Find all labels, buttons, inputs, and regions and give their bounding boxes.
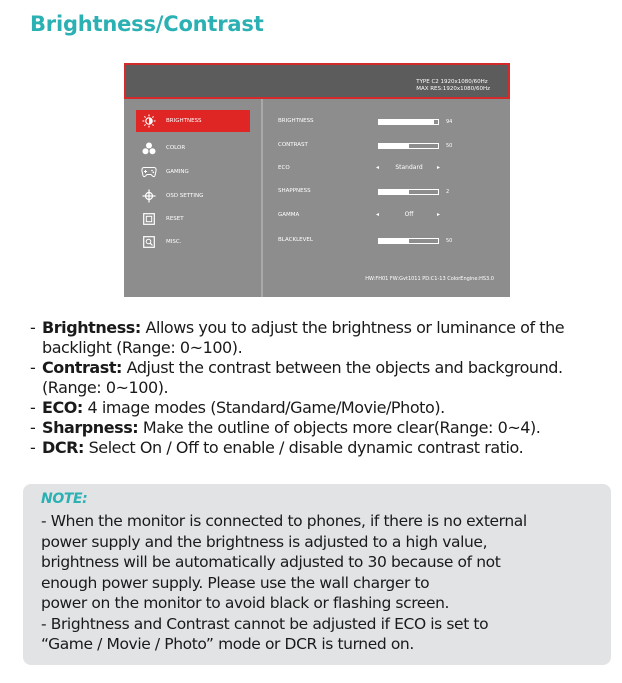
osd-info-type: TYPE C2 1920x1080/60Hz xyxy=(416,79,488,85)
menu-item-brightness[interactable] xyxy=(136,110,250,132)
term-dcr: DCR: xyxy=(42,438,84,457)
desc-brightness: Allows you to adjust the brightness or luminance of the backlight (Range: 0~100). xyxy=(42,318,565,357)
desc-eco: 4 image modes (Standard/Game/Movie/Photo). xyxy=(82,398,445,417)
blacklevel-value: 50 xyxy=(446,238,453,244)
brightness-value: 94 xyxy=(446,119,453,125)
brightness-icon xyxy=(140,114,158,128)
sharpness-slider-fill xyxy=(379,190,409,194)
term-contrast: Contrast: xyxy=(42,358,122,377)
osd-info xyxy=(416,79,490,92)
term-eco: ECO: xyxy=(42,398,83,417)
list-item: - Brightness: Allows you to adjust the brightness or luminance of the backlight (Range: 0~100). xyxy=(30,318,565,357)
menu-label-misc: MISC. xyxy=(166,239,182,245)
option-label-contrast: CONTRAST xyxy=(278,142,308,148)
osd-header xyxy=(124,63,510,99)
blacklevel-slider[interactable] xyxy=(378,238,439,244)
osd-divider xyxy=(261,99,263,297)
option-label-blacklevel: BLACKLEVEL xyxy=(278,237,313,243)
note-line: “Game / Movie / Photo” mode or DCR is turned on. xyxy=(41,635,414,653)
desc-contrast: Adjust the contrast between the objects and background. (Range: 0~100). xyxy=(42,358,563,397)
osd-setting-icon xyxy=(140,189,158,203)
contrast-slider-fill xyxy=(379,144,409,148)
note-line: - Brightness and Contrast cannot be adjusted if ECO is set to xyxy=(41,614,489,633)
brightness-slider-fill xyxy=(379,120,434,124)
osd-menu-screenshot xyxy=(124,63,510,297)
firmware-info: HW:FH01 FW:Gvt1011 PD:C1-13 ColorEngine:HS3.0 xyxy=(365,276,494,282)
gamma-right-arrow-icon[interactable]: ▸ xyxy=(437,212,441,218)
menu-label-reset: RESET xyxy=(166,216,184,222)
contrast-slider[interactable] xyxy=(378,143,439,149)
misc-icon xyxy=(140,235,158,249)
list-item: - Contrast: Adjust the contrast between the objects and background. (Range: 0~100). xyxy=(30,358,563,397)
menu-label-color: COLOR xyxy=(166,145,186,151)
note-line: - When the monitor is connected to phones, if there is no external xyxy=(41,512,527,530)
sharpness-value: 2 xyxy=(446,189,450,195)
menu-label-brightness: BRIGHTNESS xyxy=(166,118,202,124)
term-sharpness: Sharpness: xyxy=(42,418,139,437)
list-item: - DCR: Select On / Off to enable / disable dynamic contrast ratio. xyxy=(30,438,524,457)
menu-item-osd-setting[interactable] xyxy=(136,185,250,207)
color-icon xyxy=(140,141,158,155)
setting-descriptions xyxy=(30,318,610,458)
note-line: brightness will be automatically adjusted to 30 because of not xyxy=(41,553,501,571)
menu-item-gaming[interactable] xyxy=(136,161,250,183)
menu-item-reset[interactable] xyxy=(136,208,250,230)
gamma-left-arrow-icon[interactable]: ◂ xyxy=(376,212,380,218)
contrast-value: 50 xyxy=(446,143,453,149)
gamepad-icon xyxy=(140,165,158,179)
term-brightness: Brightness: xyxy=(42,318,141,337)
note-box xyxy=(23,484,611,665)
option-label-gamma: GAMMA xyxy=(278,212,300,218)
note-line: power supply and the brightness is adjusted to a high value, xyxy=(41,532,488,551)
eco-value: Standard xyxy=(395,164,423,171)
menu-label-osd-setting: OSD SETTING xyxy=(166,193,204,199)
desc-dcr: Select On / Off to enable / disable dynamic contrast ratio. xyxy=(83,438,524,457)
list-item: - ECO: 4 image modes (Standard/Game/Movie/Photo). xyxy=(30,398,445,417)
osd-info-max-res: MAX RES:1920x1080/60Hz xyxy=(416,85,490,92)
eco-right-arrow-icon[interactable]: ▸ xyxy=(437,165,441,171)
menu-item-misc[interactable] xyxy=(136,231,250,253)
menu-label-gaming: GAMING xyxy=(166,169,189,175)
menu-item-color[interactable] xyxy=(136,137,250,159)
option-label-sharpness: SHAPPNESS xyxy=(278,188,311,194)
eco-left-arrow-icon[interactable]: ◂ xyxy=(376,165,380,171)
desc-sharpness: Make the outline of objects more clear(Range: 0~4). xyxy=(138,418,541,437)
option-label-eco: ECO xyxy=(278,165,290,171)
list-item: - Sharpness: Make the outline of objects more clear(Range: 0~4). xyxy=(30,418,541,437)
note-title: NOTE: xyxy=(41,491,88,507)
blacklevel-slider-fill xyxy=(379,239,409,243)
note-line: power on the monitor to avoid black or flashing screen. xyxy=(41,594,450,612)
sharpness-slider[interactable] xyxy=(378,189,439,195)
gamma-value: Off xyxy=(404,211,414,218)
note-body xyxy=(41,511,593,655)
reset-icon xyxy=(140,212,158,226)
page-title: Brightness/Contrast xyxy=(30,12,264,36)
option-label-brightness: BRIGHTNESS xyxy=(278,118,314,124)
note-line: enough power supply. Please use the wall charger to xyxy=(41,573,430,592)
brightness-slider[interactable] xyxy=(378,119,439,125)
